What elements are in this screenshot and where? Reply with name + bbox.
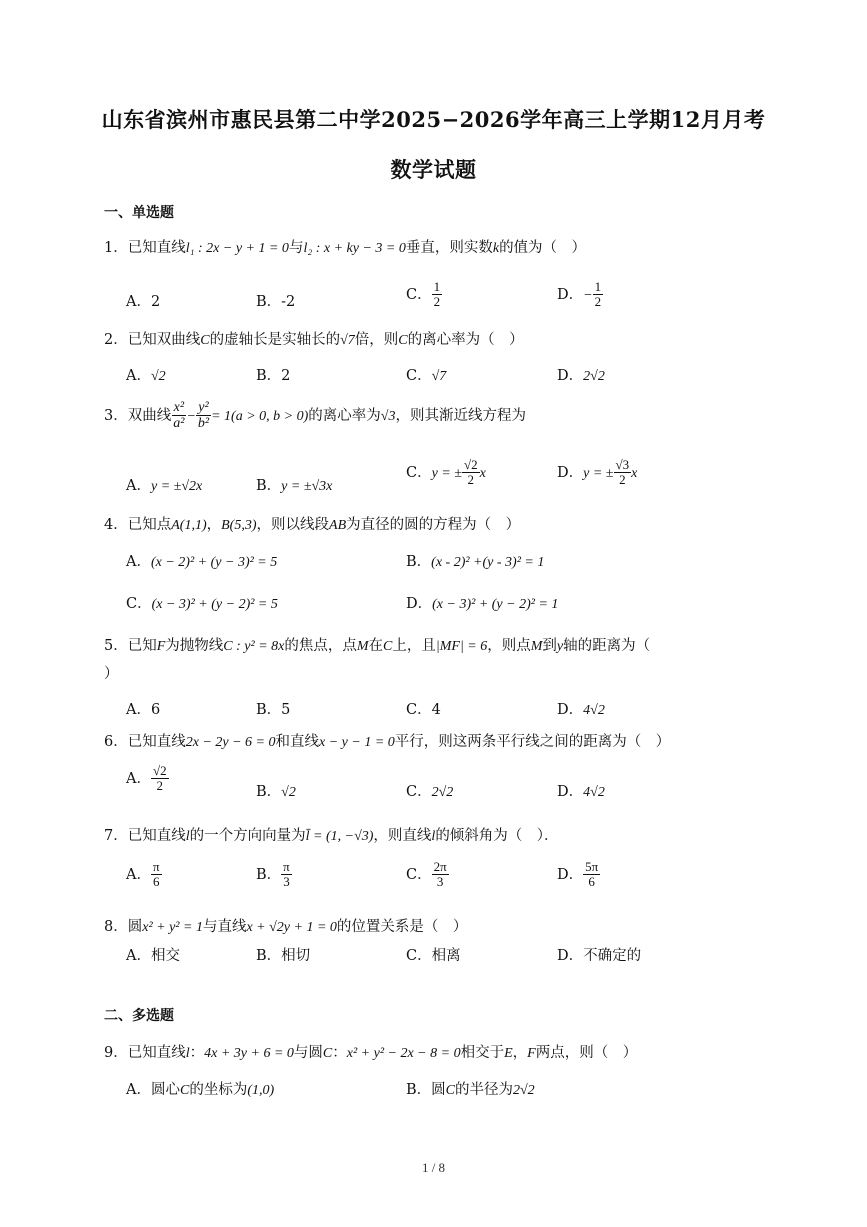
question-6	[104, 730, 670, 751]
text: 相交于	[460, 1045, 505, 1061]
q1-option-d[interactable]	[557, 280, 603, 310]
math: M	[356, 639, 369, 654]
text: 已知双曲线	[127, 332, 201, 348]
math: l₂ : x + ky − 3 = 0	[303, 241, 406, 256]
option-value: y = ±√2x	[150, 479, 203, 494]
option-label: C．	[406, 286, 432, 303]
option-label: C．	[406, 464, 432, 481]
option-value: √2	[150, 369, 166, 384]
text: 垂直，则实数	[405, 240, 493, 256]
option-label: D．	[557, 368, 584, 384]
math: k	[492, 241, 500, 256]
question-number: 3．	[104, 407, 128, 424]
q5-option-a[interactable]	[126, 698, 160, 719]
text: 的一个方向向量为	[189, 828, 306, 844]
denominator: 2	[594, 294, 602, 310]
option-value: (x − 2)² + (y − 3)² = 5	[150, 555, 278, 570]
text: 为抛物线	[165, 638, 224, 654]
option-label: B．	[256, 294, 282, 310]
q3-option-c[interactable]	[406, 458, 486, 488]
math: C	[445, 1083, 455, 1098]
question-5	[104, 634, 650, 655]
option-label: A．	[126, 770, 151, 787]
q2-option-c[interactable]	[406, 364, 446, 385]
text: ，则其渐近线方程为	[395, 407, 526, 424]
option-label: B．	[256, 948, 282, 964]
denominator: 2	[156, 778, 164, 794]
text: 已知直线	[127, 240, 186, 256]
q3-option-b[interactable]	[256, 474, 332, 495]
denominator: 2	[433, 294, 441, 310]
text: ，则直线	[373, 828, 432, 844]
denominator: b²	[197, 416, 210, 432]
math: √7	[340, 333, 355, 348]
option-label: B．	[406, 1082, 432, 1098]
q1-option-b[interactable]	[256, 290, 295, 311]
option-label: A．	[126, 478, 151, 494]
option-label: D．	[557, 784, 584, 800]
q6-option-a[interactable]	[126, 764, 169, 794]
text: 的虚轴长是实轴长的	[209, 332, 341, 348]
option-label: A．	[126, 294, 151, 310]
question-1	[104, 236, 586, 257]
text: 在	[368, 638, 384, 654]
q8-option-d[interactable]	[557, 944, 641, 965]
math: x	[479, 465, 486, 481]
text: 的半径为	[455, 1082, 513, 1098]
text: 已知点	[127, 517, 172, 533]
page-number: 1 / 8	[421, 1160, 446, 1175]
q7-option-d[interactable]	[557, 860, 600, 890]
text: ，	[206, 517, 222, 533]
option-label: D．	[557, 702, 584, 718]
question-number: 6．	[104, 734, 128, 750]
sign: −	[583, 287, 593, 303]
text: 平行，则这两条平行线之间的距离为（ ）	[394, 734, 671, 750]
option-label: B．	[256, 784, 282, 800]
math: (1,0)	[247, 1083, 275, 1098]
numerator: √3	[615, 457, 630, 472]
math: y	[556, 639, 564, 654]
text: 的值为（ ）	[499, 240, 587, 256]
text: 圆	[127, 919, 143, 935]
denominator: 2	[619, 472, 626, 488]
text: ，则点	[487, 638, 531, 654]
q3-option-a[interactable]	[126, 474, 202, 495]
text: ：	[189, 1045, 205, 1061]
question-9	[104, 1041, 637, 1062]
numerator: 1	[433, 279, 441, 294]
numerator: √2	[152, 763, 167, 778]
math: C	[383, 639, 393, 654]
text: 已知直线	[127, 1045, 186, 1061]
option-value: 2	[281, 368, 291, 384]
question-2	[104, 328, 524, 349]
q5-option-b[interactable]	[256, 698, 290, 719]
math: C	[200, 333, 210, 348]
math: x − y − 1 = 0	[319, 735, 395, 750]
q6-option-d[interactable]	[557, 780, 605, 801]
math: y = ±	[431, 465, 462, 481]
option-value: 2√2	[431, 785, 454, 800]
option-value: -2	[281, 294, 296, 310]
option-label: D．	[557, 286, 584, 303]
q2-option-d[interactable]	[557, 364, 605, 385]
question-7	[104, 824, 559, 845]
section-single-choice: 一、单选题	[104, 205, 174, 221]
option-value: (x − 3)² + (y − 2)² = 1	[432, 597, 559, 612]
question-number: 4．	[104, 517, 128, 533]
option-value: 不确定的	[583, 948, 642, 964]
q9-option-a[interactable]	[126, 1078, 274, 1099]
denominator: 6	[153, 874, 160, 890]
option-label: D．	[557, 464, 584, 481]
question-number: 7．	[104, 828, 128, 844]
q4-option-b[interactable]	[406, 550, 544, 571]
minus-sign: −	[186, 408, 196, 424]
option-value: 5	[281, 702, 291, 718]
numerator: √2	[463, 457, 478, 472]
text: 双曲线	[127, 407, 172, 424]
text: 与	[288, 240, 304, 256]
text: 上，且	[392, 638, 436, 654]
text: 已知	[127, 638, 157, 654]
math: F	[527, 1046, 536, 1061]
option-value: y = ±√3x	[281, 479, 333, 494]
text: ，则以线段	[256, 517, 330, 533]
math: x + √2y + 1 = 0	[246, 920, 337, 935]
numerator: 1	[594, 279, 602, 294]
q4-option-d[interactable]	[406, 592, 558, 613]
math: y = ±	[583, 465, 614, 481]
math: C	[322, 1046, 333, 1061]
fraction-y2-b2	[196, 400, 211, 432]
title-line-2: 数学试题	[390, 157, 477, 182]
option-label: A．	[126, 948, 151, 964]
question-5-wrap: ）	[104, 666, 119, 682]
q8-option-b[interactable]	[256, 944, 310, 965]
math: l	[431, 829, 436, 844]
question-number: 5．	[104, 638, 128, 654]
numerator: π	[152, 859, 160, 874]
math: AB	[329, 518, 347, 533]
option-label: B．	[256, 478, 282, 494]
denominator: a²	[173, 416, 185, 432]
text: 两点，则（ ）	[535, 1045, 638, 1061]
text: 的离心率为	[308, 407, 381, 424]
math: x² + y² − 2x − 8 = 0	[346, 1046, 461, 1061]
q1-option-c[interactable]	[406, 280, 442, 310]
q6-option-c[interactable]	[406, 780, 453, 801]
text: 的倾斜角为（ ）．	[435, 828, 559, 844]
text: 圆心	[150, 1082, 180, 1098]
numerator: 2π	[433, 859, 447, 874]
option-label: C．	[406, 866, 432, 883]
math: l	[185, 829, 190, 844]
fraction	[151, 860, 162, 890]
math: 2x − 2y − 6 = 0	[185, 735, 276, 750]
q5-option-d[interactable]	[557, 698, 605, 719]
q4-option-c[interactable]	[126, 592, 278, 613]
option-label: A．	[126, 554, 151, 570]
numerator: y²	[198, 400, 209, 415]
math: l₁ : 2x − y + 1 = 0	[185, 241, 289, 256]
math: M	[530, 639, 543, 654]
option-label: B．	[256, 866, 282, 883]
option-value: (x − 3)² + (y − 2)² = 5	[151, 597, 278, 612]
q7-option-b[interactable]	[256, 860, 292, 890]
text: 圆	[431, 1082, 446, 1098]
q9-option-b[interactable]	[406, 1078, 535, 1099]
option-value: 6	[150, 702, 161, 718]
q8-option-c[interactable]	[406, 944, 461, 965]
fraction	[614, 458, 632, 488]
denominator: 6	[588, 874, 595, 890]
text: 已知直线	[127, 734, 186, 750]
text: 的离心率为（ ）	[407, 332, 524, 348]
text: ，	[512, 1045, 528, 1061]
text: 与直线	[202, 919, 247, 935]
option-label: D．	[557, 948, 584, 964]
option-label: A．	[126, 368, 151, 384]
q6-option-b[interactable]	[256, 780, 296, 801]
option-value: 4√2	[583, 703, 605, 718]
option-value: 4	[431, 702, 441, 718]
fraction-x2-a2	[171, 400, 186, 432]
option-label: C．	[406, 702, 432, 718]
title-line-1: 山东省滨州市惠民县第二中学2025−2026学年高三上学期12月月考	[101, 107, 766, 132]
text: 轴的距离为（	[563, 638, 651, 654]
fraction	[462, 458, 480, 488]
question-8	[104, 915, 467, 936]
math: C	[398, 333, 408, 348]
math: x	[631, 465, 638, 481]
text: 到	[542, 638, 557, 654]
text: 的焦点，点	[284, 638, 357, 654]
numerator: x²	[173, 400, 185, 415]
text: 的位置关系是（ ）	[336, 919, 468, 935]
question-4	[104, 513, 520, 534]
section-multiple-choice: 二、多选题	[104, 1008, 174, 1024]
text: 已知直线	[127, 828, 186, 844]
q3-option-d[interactable]	[557, 458, 637, 488]
math: C	[179, 1083, 190, 1098]
math: l	[185, 1046, 190, 1061]
math: F	[156, 639, 166, 654]
math: E	[504, 1046, 513, 1061]
question-number: 2．	[104, 332, 128, 348]
option-label: C．	[406, 948, 432, 964]
text: 和直线	[275, 734, 320, 750]
math: |MF| = 6	[435, 639, 488, 654]
fraction	[281, 860, 292, 890]
option-label: D．	[557, 866, 584, 883]
math: l̄ = (1, −√3)	[305, 829, 374, 844]
option-value: √2	[281, 785, 296, 800]
option-label: A．	[126, 1082, 151, 1098]
text: ：	[332, 1045, 347, 1061]
option-label: A．	[126, 866, 151, 883]
q7-option-a[interactable]	[126, 860, 162, 890]
option-value: 相离	[431, 948, 461, 964]
text: 倍，则	[354, 332, 399, 348]
question-number: 1．	[104, 240, 128, 256]
option-label: C．	[126, 596, 152, 612]
fraction	[583, 860, 600, 890]
option-label: D．	[406, 596, 433, 612]
math: 4x + 3y + 6 = 0	[204, 1046, 294, 1061]
fraction	[432, 280, 443, 310]
q8-option-a[interactable]	[126, 944, 180, 965]
option-label: A．	[126, 702, 151, 718]
option-value: 相切	[281, 948, 311, 964]
option-value: √7	[431, 369, 447, 384]
option-label: B．	[256, 702, 282, 718]
text: 与圆	[293, 1045, 323, 1061]
option-label: C．	[406, 368, 432, 384]
option-value: (x - 2)² +(y - 3)² = 1	[431, 555, 545, 570]
q1-option-a[interactable]	[126, 290, 160, 311]
option-value: 4√2	[583, 785, 605, 800]
math: = 1(a > 0, b > 0)	[211, 408, 309, 424]
fraction	[432, 860, 449, 890]
math: C : y² = 8x	[223, 639, 285, 654]
option-label: C．	[406, 784, 432, 800]
question-number: 9．	[104, 1045, 128, 1061]
numerator: 5π	[585, 859, 599, 874]
question-number: 8．	[104, 919, 128, 935]
q5-option-c[interactable]	[406, 698, 441, 719]
text: 为直径的圆的方程为（ ）	[346, 517, 521, 533]
text: 的坐标为	[189, 1082, 248, 1098]
q2-option-a[interactable]	[126, 364, 166, 385]
q2-option-b[interactable]	[256, 364, 290, 385]
option-value: 2√2	[583, 369, 605, 384]
option-label: B．	[406, 554, 432, 570]
q4-option-a[interactable]	[126, 550, 277, 571]
denominator: 2	[467, 472, 475, 488]
fraction	[151, 764, 169, 794]
option-value: 2	[150, 294, 161, 310]
option-label: B．	[256, 368, 282, 384]
fraction	[593, 280, 604, 310]
math: 2√2	[513, 1083, 535, 1098]
numerator: π	[283, 859, 290, 874]
math: B(5,3)	[221, 518, 257, 533]
q7-option-c[interactable]	[406, 860, 449, 890]
option-value: 相交	[150, 948, 180, 964]
question-3	[104, 400, 526, 432]
denominator: 3	[436, 874, 444, 890]
math: A(1,1)	[171, 518, 207, 533]
math: x² + y² = 1	[142, 920, 203, 935]
denominator: 3	[283, 874, 290, 890]
math: √3	[380, 408, 396, 424]
